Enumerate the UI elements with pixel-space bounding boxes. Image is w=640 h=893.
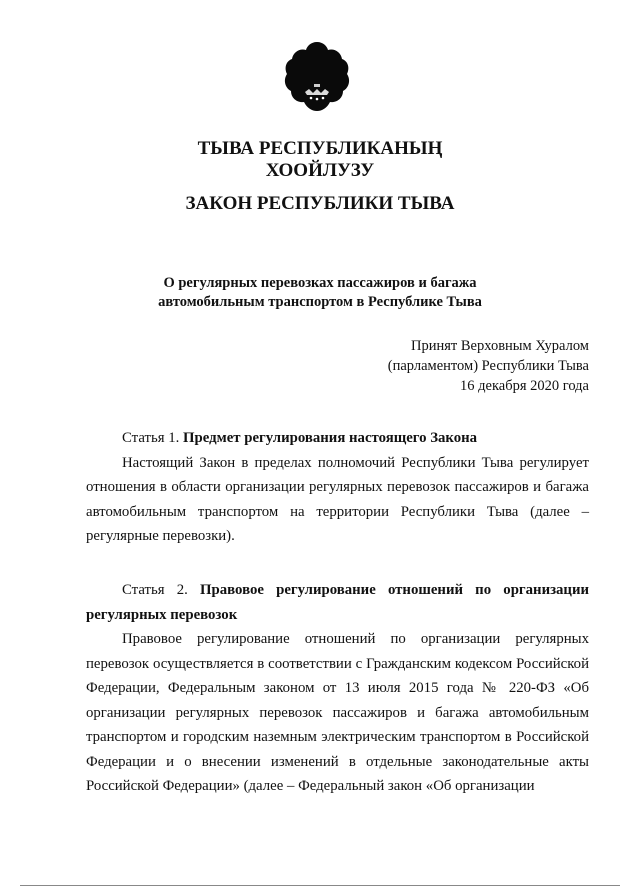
law-subject: [0, 274, 640, 312]
republic-name-tuvan: [0, 138, 640, 182]
page-bottom-edge: [20, 885, 620, 886]
adoption-line-1: Принят Верховным Хуралом: [411, 338, 589, 354]
article-2-heading: [86, 578, 589, 627]
article-2-text: Правовое регулирование отношений по организации регулярных перевозок осуществляется в соответствии с Гражданским кодексом Российской Федерации, Федеральным законом от 13 июля 2015 года № 220-ФЗ «Об организации регулярных перевозок пассажиров и багажа автомобильным транспортом и городским наземным электрическим транспортом в Российской Федерации и о внесении изменений в отдельные законодательные акты Российской Федерации» (далее – Федеральный закон «Об организации: [86, 631, 589, 794]
law-subject-line-2: автомобильным транспортом в Республике Тыва: [158, 294, 482, 310]
law-subject-line-1: О регулярных перевозках пассажиров и багажа: [163, 275, 477, 291]
adoption-date: 16 декабря 2020 года: [460, 378, 589, 394]
article-1-heading: [86, 426, 589, 451]
article-2-title: Правовое регулирование отношений по организации регулярных перевозок: [86, 582, 590, 623]
coat-of-arms-emblem: [283, 40, 351, 112]
law-title: ЗАКОН РЕСПУБЛИКИ ТЫВА: [185, 193, 455, 214]
article-1-prefix: Статья 1.: [122, 430, 180, 446]
adoption-line-2: (парламентом) Республики Тыва: [387, 358, 589, 374]
adoption-info: [388, 336, 589, 396]
article-2: [86, 578, 589, 799]
article-1-title: Предмет регулирования настоящего Закона: [183, 430, 478, 446]
republic-name-line-1: ТЫВА РЕСПУБЛИКАНЫҢ: [197, 138, 443, 159]
article-1: [86, 426, 589, 549]
emblem-icon: [283, 40, 351, 112]
article-1-text: Настоящий Закон в пределах полномочий Республики Тыва регулирует отношения в области организации регулярных перевозок пассажиров и багажа автомобильным транспортом на территории Республики Тыва (далее – регулярные перевозки).: [86, 454, 589, 544]
article-2-prefix: Статья 2.: [122, 582, 188, 598]
republic-name-line-2: ХООЙЛУЗУ: [265, 160, 375, 181]
